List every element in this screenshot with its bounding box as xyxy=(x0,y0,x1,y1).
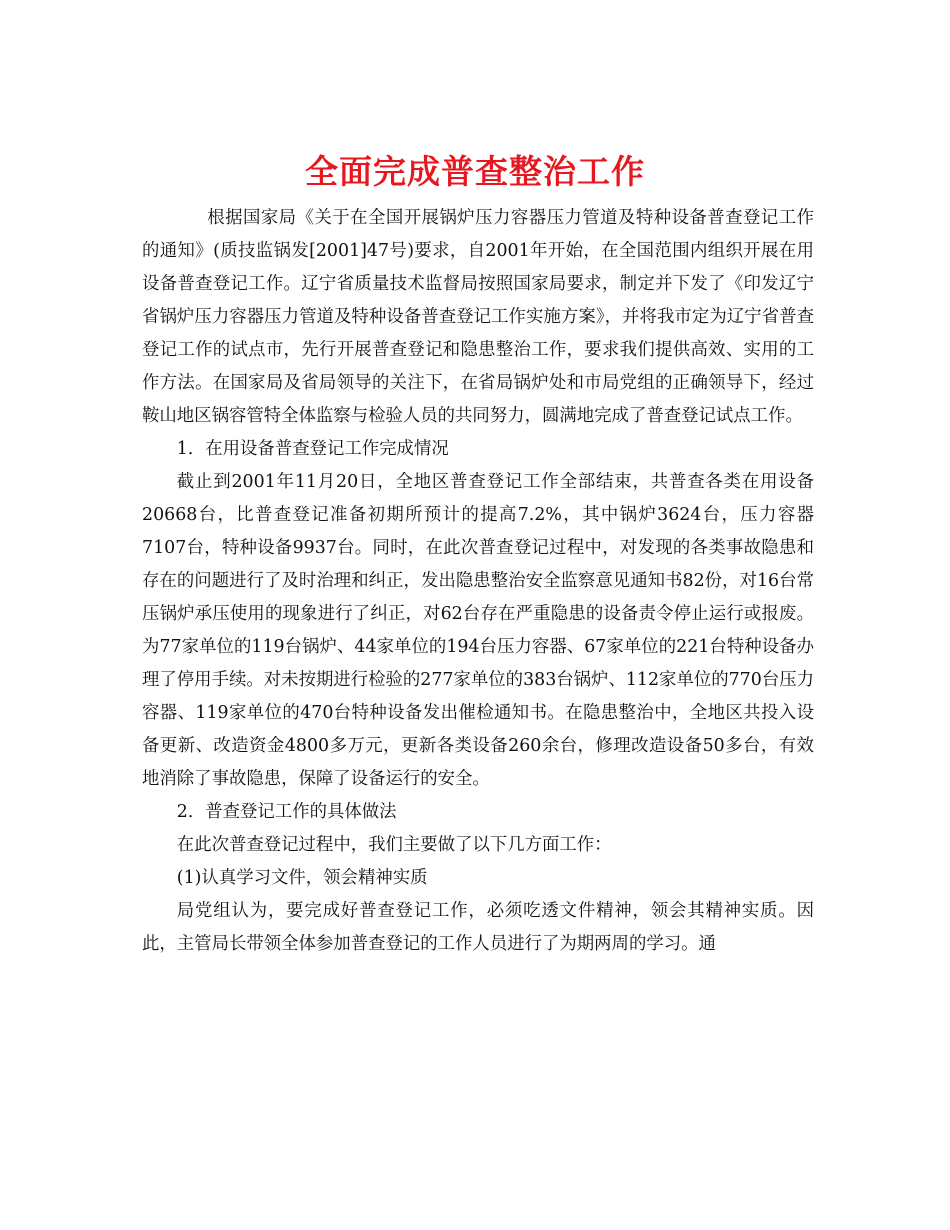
paragraph-intro: 根据国家局《关于在全国开展锅炉压力容器压力管道及特种设备普查登记工作的通知》(质技监锅发[2001]47号)要求，自2001年开始，在全国范围内组织开展在用设备普查登记工作。辽宁省质量技术监督局按照国家局要求，制定并下发了《印发辽宁省锅炉压力容器压力管道及特种设备普查登记工作实施方案》，并将我市定为辽宁省普查登记工作的试点市，先行开展普查登记和隐患整治工作，要求我们提供高效、实用的工作方法。在国家局及省局领导的关注下，在省局锅炉处和市局党组的正确领导下，经过鞍山地区锅容管特全体监察与检验人员的共同努力，圆满地完成了普查登记试点工作。 xyxy=(142,208,814,426)
paragraph-study-documents: 局党组认为，要完成好普查登记工作，必须吃透文件精神，领会其精神实质。因此，主管局长带领全体参加普查登记的工作人员进行了为期两周的学习。通 xyxy=(142,901,814,954)
document-body xyxy=(142,202,814,961)
paragraph-methods-intro: 在此次普查登记过程中，我们主要做了以下几方面工作： xyxy=(176,835,612,855)
paragraph-completion-status: 截止到2001年11月20日，全地区普查登记工作全部结束，共普查各类在用设备20668台，比普查登记准备初期所预计的提高7.2%，其中锅炉3624台，压力容器7107台，特种设备9937台。同时，在此次普查登记过程中，对发现的各类事故隐患和存在的问题进行了及时治理和纠正，发出隐患整治安全监察意见通知书82份，对16台常压锅炉承压使用的现象进行了纠正，对62台存在严重隐患的设备责令停止运行或报废。为77家单位的119台锅炉、44家单位的194台压力容器、67家单位的221台特种设备办理了停用手续。对未按期进行检验的277家单位的383台锅炉、112家单位的770台压力容器、119家单位的470台特种设备发出催检通知书。在隐患整治中，全地区共投入设备更新、改造资金4800多万元，更新各类设备260余台，修理改造设备50多台，有效地消除了事故隐患，保障了设备运行的安全。 xyxy=(142,472,814,789)
section-heading-2: 2．普查登记工作的具体做法 xyxy=(176,802,397,822)
section-heading-1: 1．在用设备普查登记工作完成情况 xyxy=(176,439,449,459)
document-title: 全面完成普查整治工作 xyxy=(305,152,645,192)
subsection-heading-1: (1)认真学习文件，领会精神实质 xyxy=(176,868,428,888)
